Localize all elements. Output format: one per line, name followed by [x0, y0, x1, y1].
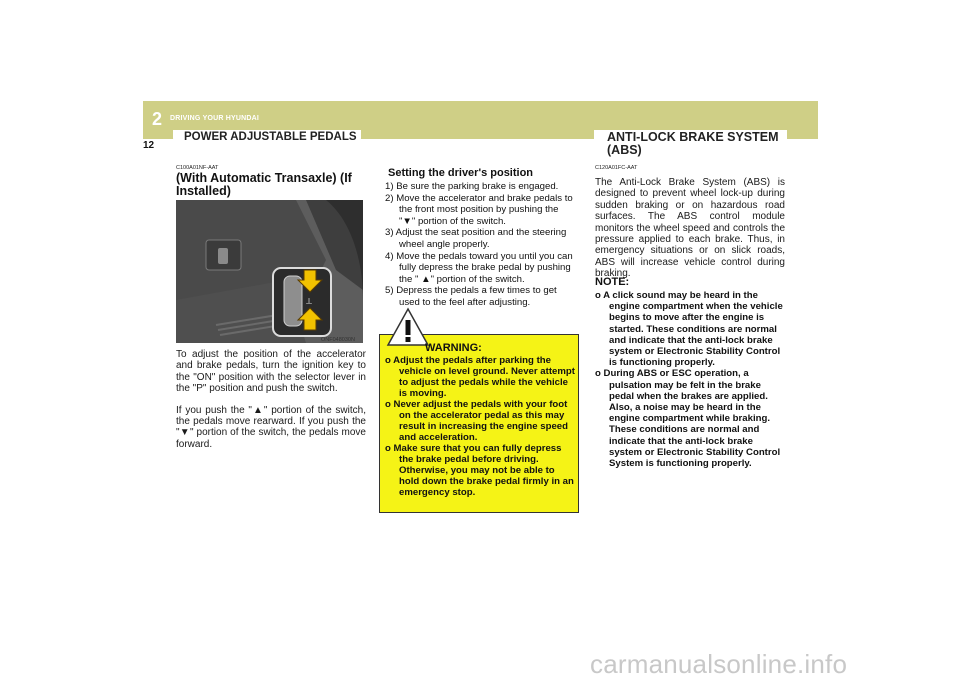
left-paragraph: To adjust the position of the accelerator and brake pedals, turn the ignition key to the "ON" position with the selector lever in the "P" position and push the switch. [176, 349, 366, 395]
left-section-title: POWER ADJUSTABLE PEDALS [184, 131, 357, 143]
pedal-switch-photo [176, 200, 363, 343]
page-number: 12 [143, 140, 155, 151]
left-subheading: (With Automatic Transaxle) (If Installed) [176, 171, 352, 198]
step-item: 3) Adjust the seat position and the steering wheel angle properly. [385, 227, 567, 250]
warning-item: o Make sure that you can fully depress the brake pedal before driving. Otherwise, you may not be able to hold down the brake pedal firmly in an emergency stop. [385, 443, 574, 498]
warning-title: WARNING: [425, 342, 482, 354]
driver-position-heading: Setting the driver's position [388, 167, 534, 179]
watermark: carmanualsonline.info [590, 649, 848, 679]
step-item: 5) Depress the pedals a few times to get used to the feel after adjusting. [385, 285, 557, 308]
warning-item: o Never adjust the pedals with your foot on the accelerator pedal as this may result in increasing the engine speed and acceleration. [385, 399, 569, 443]
note-item: o During ABS or ESC operation, a pulsation may be felt in the brake pedal when the brakes are applied. Also, a noise may be heard in the engine compartment while braking. These conditions are normal and indicate that the anti-lock brake system or Electronic Stability Control System is functioning properly. [595, 368, 781, 470]
step-item: 2) Move the accelerator and brake pedals to the front most position by pushing the "▼" portion of the switch. [385, 192, 573, 227]
step-item: 4) Move the pedals toward you until you can fully depress the brake pedal by pushing the " ▲" portion of the switch. [385, 250, 573, 285]
warning-triangle-icon [386, 307, 430, 347]
chapter-number: 2 [152, 109, 163, 129]
pedal-switch-illustration [176, 200, 363, 343]
note-item: o A click sound may be heard in the engine compartment when the vehicle begins to move after the engine is started. These conditions are normal and indicate that the anti-lock brake system or Electronic Stability Control is functioning properly. [595, 290, 783, 369]
left-section-code: C100A01NF-AAT [176, 165, 219, 171]
steps-list [385, 181, 576, 309]
warning-list [385, 355, 575, 498]
svg-text:⟂: ⟂ [306, 296, 313, 306]
right-section-code: C120A01FC-AAT [595, 165, 638, 171]
note-list [595, 290, 787, 469]
left-paragraph: If you push the "▲" portion of the switch, the pedals move rearward. If you push the "▼" portion of the switch, the pedals move forward. [176, 404, 366, 450]
warning-item: o Adjust the pedals after parking the vehicle on level ground. Never attempt to adjust the pedals while the vehicle is moving. [385, 355, 575, 399]
abs-description: The Anti-Lock Brake System (ABS) is designed to prevent wheel lock-up during sudden braking or on hazardous road surfaces. The ABS control module monitors the wheel speed and controls the pressure applied to each brake. Thus, in emergency situations or on slick roads, ABS will increase vehicle control during braking. [595, 177, 785, 280]
step-item: 1) Be sure the parking brake is engaged. [385, 181, 559, 192]
photo-caption: ONF048030N [321, 337, 355, 343]
note-heading: NOTE: [595, 276, 630, 288]
left-body-text [176, 349, 366, 460]
right-section-title: ANTI-LOCK BRAKE SYSTEM (ABS) [607, 130, 779, 157]
chapter-title: DRIVING YOUR HYUNDAI [170, 115, 260, 122]
